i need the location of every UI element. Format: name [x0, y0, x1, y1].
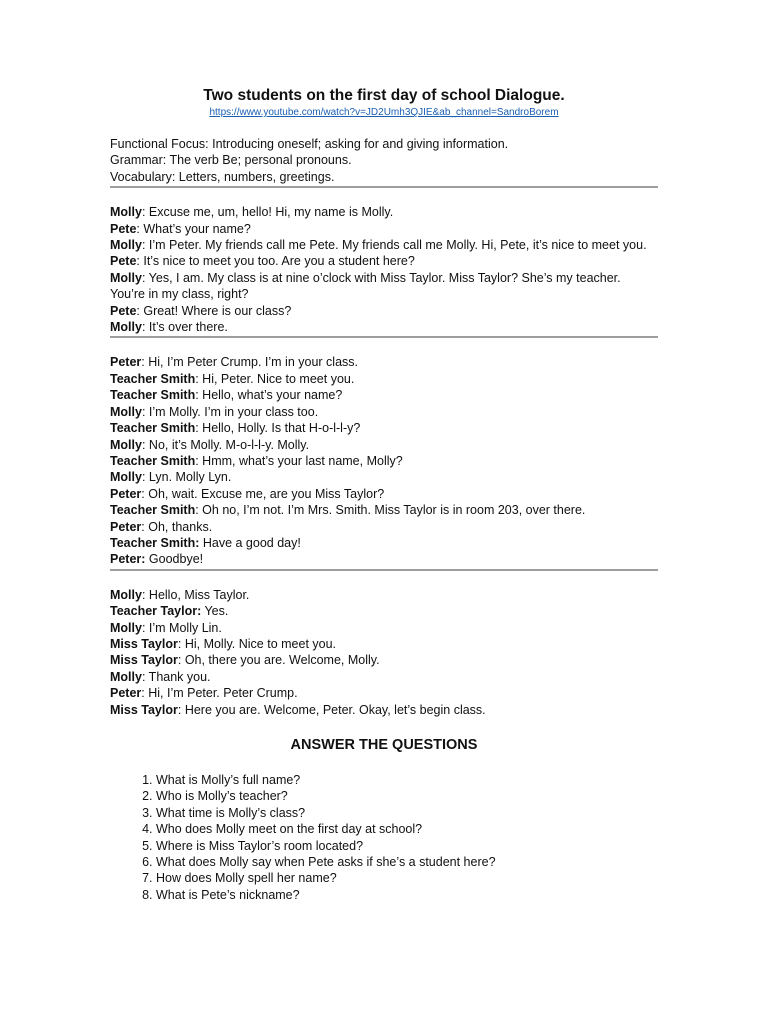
speaker-name: Pete — [110, 254, 137, 269]
dialogue-line — [110, 204, 658, 220]
speaker-name: Molly — [110, 270, 142, 285]
section-divider — [110, 336, 658, 338]
speaker-separator: : — [141, 486, 145, 501]
question-item: 4. Who does Molly meet on the first day at school? — [156, 821, 658, 837]
dialogue-line — [110, 319, 658, 335]
speaker-separator: : — [136, 221, 140, 236]
dialogue-line — [110, 636, 658, 652]
vocabulary-focus: Vocabulary: Letters, numbers, greetings. — [110, 169, 335, 184]
line-text: Great! Where is our class? — [139, 303, 292, 318]
line-text: Oh, wait. Excuse me, are you Miss Taylor? — [144, 486, 385, 501]
speaker-name: Teacher Smith — [110, 388, 196, 403]
line-text: Hello, what’s your name? — [198, 388, 343, 403]
line-text: Here you are. Welcome, Peter. Okay, let’s begin class. — [181, 702, 486, 717]
grammar-focus: Grammar: The verb Be; personal pronouns. — [110, 153, 352, 168]
dialogue-line — [110, 469, 658, 485]
speaker-separator: : — [141, 238, 146, 253]
question-item: 2. Who is Molly’s teacher? — [156, 788, 658, 804]
dialogue-line — [110, 652, 658, 668]
speaker-separator: : — [177, 636, 182, 651]
speaker-name: Molly — [110, 238, 142, 253]
speaker-separator: : — [177, 702, 182, 717]
line-text: Oh no, I’m not. I’m Mrs. Smith. Miss Taylor is in room 203, over there. — [198, 503, 586, 518]
dialogue-line — [110, 303, 658, 319]
line-text: Hello, Miss Taylor. — [145, 587, 250, 602]
speaker-name: Molly — [110, 437, 142, 452]
line-text: Goodbye! — [145, 552, 204, 567]
line-text: Hmm, what’s your last name, Molly? — [198, 453, 403, 468]
dialogue-line — [110, 587, 658, 603]
speaker-name: Miss Taylor — [110, 636, 178, 651]
speaker-name: Molly — [110, 205, 142, 220]
dialogue-line — [110, 669, 658, 685]
dialogue-line — [110, 354, 658, 370]
dialogue-2 — [110, 354, 658, 567]
speaker-name: Pete — [110, 221, 137, 236]
speaker-name: Molly — [110, 404, 142, 419]
speaker-name: Pete — [110, 303, 137, 318]
speaker-separator: : — [141, 437, 146, 452]
speaker-separator: : — [136, 254, 140, 269]
line-text: It’s over there. — [145, 320, 228, 335]
line-text: Excuse me, um, hello! Hi, my name is Molly. — [145, 205, 394, 220]
section-divider — [110, 569, 658, 571]
line-text: Oh, there you are. Welcome, Molly. — [181, 653, 380, 668]
dialogue-line — [110, 371, 658, 387]
dialogue-line — [110, 253, 658, 269]
speaker-name: Teacher Smith — [110, 421, 196, 436]
dialogue-line — [110, 535, 658, 551]
dialogue-line — [110, 486, 658, 502]
line-text: I’m Molly. I’m in your class too. — [145, 404, 319, 419]
line-text: Hi, I’m Peter. Peter Crump. — [144, 686, 298, 701]
speaker-name: Peter — [110, 355, 142, 370]
question-item: 1. What is Molly’s full name? — [156, 772, 658, 788]
speaker-name: Miss Taylor — [110, 653, 178, 668]
speaker-separator: : — [195, 503, 199, 518]
dialogue-line — [110, 519, 658, 535]
speaker-separator: : — [141, 320, 146, 335]
questions-heading: ANSWER THE QUESTIONS — [290, 737, 478, 753]
question-item: 5. Where is Miss Taylor’s room located? — [156, 838, 658, 854]
speaker-separator: : — [141, 205, 146, 220]
speaker-name: Peter — [110, 519, 142, 534]
speaker-separator: : — [195, 421, 199, 436]
dialogue-1 — [110, 204, 658, 335]
line-text: Have a good day! — [199, 535, 301, 550]
speaker-name: Teacher Smith — [110, 503, 196, 518]
line-text: It’s nice to meet you too. Are you a student here? — [139, 254, 415, 269]
line-text: Yes. — [201, 604, 229, 619]
line-text: Hi, Peter. Nice to meet you. — [198, 371, 355, 386]
dialogue-line — [110, 221, 658, 237]
line-text: Hi, I’m Peter Crump. I’m in your class. — [144, 355, 359, 370]
speaker-separator: : — [141, 519, 145, 534]
dialogue-line — [110, 387, 658, 403]
dialogue-line — [110, 437, 658, 453]
line-text: Lyn. Molly Lyn. — [145, 470, 232, 485]
dialogue-line — [110, 404, 658, 420]
line-text: Thank you. — [145, 669, 211, 684]
video-link[interactable]: https://www.youtube.com/watch?v=JD2Umh3QJIE&ab_channel=SandroBorem — [209, 107, 559, 118]
question-item: 8. What is Pete’s nickname? — [156, 887, 658, 903]
speaker-name: Teacher Smith: — [110, 535, 200, 550]
dialogue-line — [110, 702, 658, 718]
dialogue-3 — [110, 587, 658, 718]
speaker-name: Molly — [110, 320, 142, 335]
dialogue-line — [110, 603, 658, 619]
dialogue-line — [110, 551, 658, 567]
speaker-separator: : — [195, 453, 199, 468]
question-item: 3. What time is Molly’s class? — [156, 805, 658, 821]
line-text: I’m Peter. My friends call me Pete. My friends call me Molly. Hi, Pete, it’s nice to meet you. — [145, 238, 647, 253]
document-page — [110, 86, 658, 903]
speaker-name: Teacher Smith — [110, 371, 196, 386]
line-text: What’s your name? — [139, 221, 251, 236]
dialogue-line — [110, 270, 658, 303]
dialogue-line — [110, 620, 658, 636]
speaker-name: Peter: — [110, 552, 146, 567]
dialogue-line — [110, 420, 658, 436]
speaker-separator: : — [195, 388, 199, 403]
speaker-separator: : — [141, 669, 146, 684]
speaker-separator: : — [177, 653, 182, 668]
dialogue-line — [110, 453, 658, 469]
document-title: Two students on the first day of school Dialogue. — [203, 87, 565, 104]
speaker-separator: : — [141, 587, 146, 602]
speaker-name: Molly — [110, 587, 142, 602]
speaker-name: Miss Taylor — [110, 702, 178, 717]
section-divider — [110, 186, 658, 188]
speaker-separator: : — [141, 470, 146, 485]
speaker-separator: : — [141, 620, 146, 635]
speaker-separator: : — [141, 404, 146, 419]
dialogue-line — [110, 685, 658, 701]
line-text: No, it’s Molly. M-o-l-l-y. Molly. — [145, 437, 310, 452]
lesson-meta — [110, 136, 658, 185]
functional-focus: Functional Focus: Introducing oneself; asking for and giving information. — [110, 137, 509, 151]
speaker-name: Molly — [110, 620, 142, 635]
speaker-name: Molly — [110, 470, 142, 485]
speaker-separator: : — [141, 355, 145, 370]
line-text: I’m Molly Lin. — [145, 620, 222, 635]
line-text: Oh, thanks. — [144, 519, 213, 534]
questions-list — [110, 772, 658, 903]
speaker-separator: : — [195, 371, 199, 386]
line-text: Yes, I am. My class is at nine o’clock with Miss Taylor. Miss Taylor? She’s my teacher. You’re in my class, right? — [110, 270, 621, 302]
line-text: Hi, Molly. Nice to meet you. — [181, 636, 337, 651]
line-text: Hello, Holly. Is that H-o-l-l-y? — [198, 421, 361, 436]
question-item: 6. What does Molly say when Pete asks if she’s a student here? — [156, 854, 658, 870]
speaker-name: Teacher Taylor: — [110, 604, 202, 619]
speaker-name: Molly — [110, 669, 142, 684]
speaker-name: Peter — [110, 686, 142, 701]
speaker-separator: : — [141, 270, 146, 285]
dialogue-line — [110, 237, 658, 253]
speaker-name: Peter — [110, 486, 142, 501]
speaker-separator: : — [141, 686, 145, 701]
speaker-name: Teacher Smith — [110, 453, 196, 468]
dialogue-line — [110, 502, 658, 518]
question-item: 7. How does Molly spell her name? — [156, 870, 658, 886]
speaker-separator: : — [136, 303, 140, 318]
